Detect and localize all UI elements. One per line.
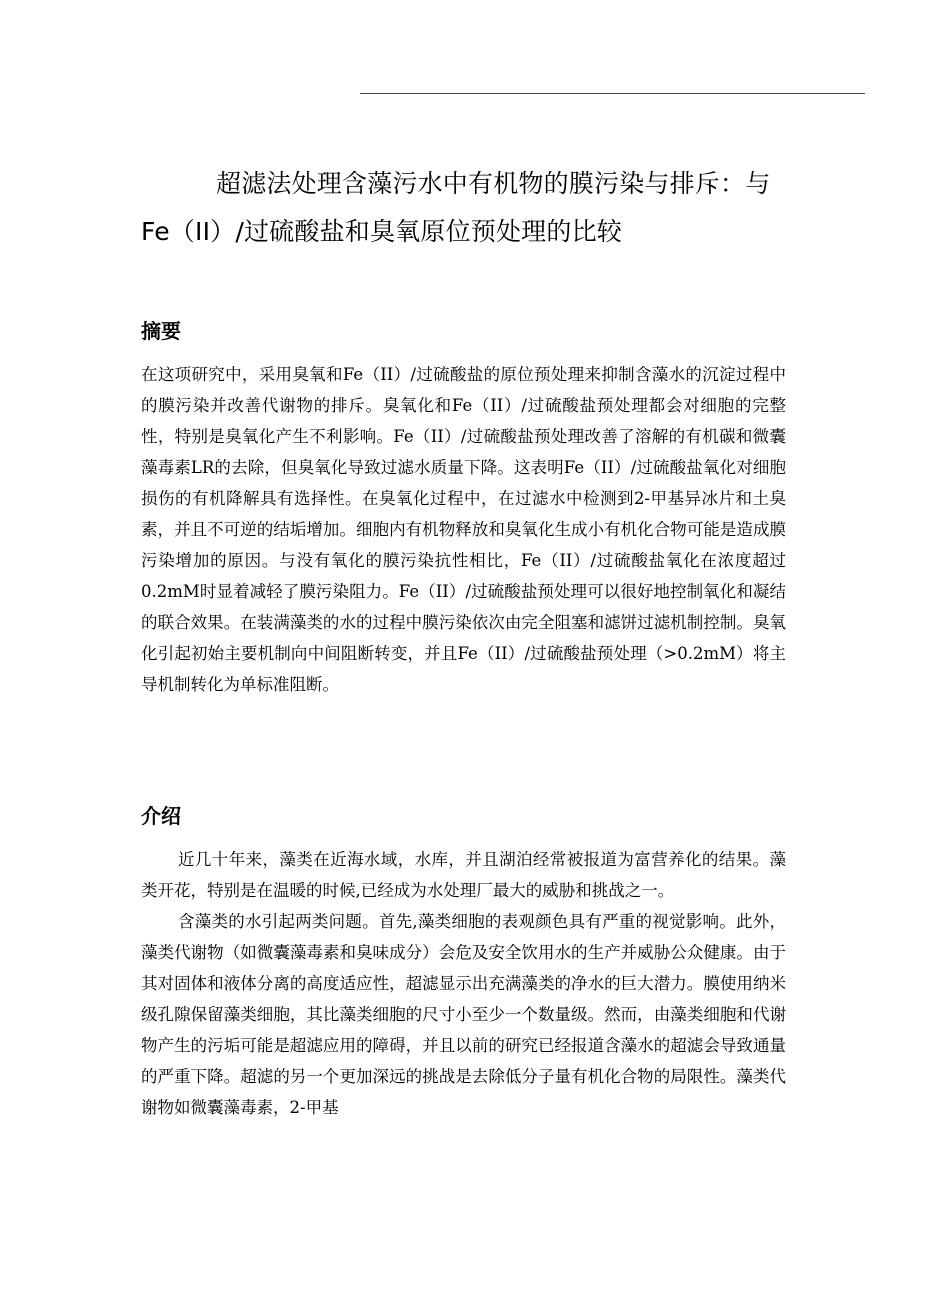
header-rule: [360, 93, 865, 94]
introduction-paragraph-2: 含藻类的水引起两类问题。首先,藻类细胞的表观颜色具有严重的视觉影响。此外，藻类代谢物（如微囊藻毒素和臭味成分）会危及安全饮用水的生产并威胁公众健康。由于其对固体和液体分离的高度适应性，超滤显示出充满藻类的净水的巨大潜力。膜使用纳米级孔隙保留藻类细胞，其比藻类细胞的尺寸小至少一个数量级。然而，由藻类细胞和代谢物产生的污垢可能是超滤应用的障碍，并且以前的研究已经报道含藻水的超滤会导致通量的严重下降。超滤的另一个更加深远的挑战是去除低分子量有机化合物的局限性。藻类代谢物如微囊藻毒素，2-甲基: [141, 912, 786, 1117]
introduction-heading: 介绍: [141, 804, 181, 828]
abstract-heading: 摘要: [141, 319, 181, 343]
abstract-paragraph: 在这项研究中，采用臭氧和Fe（II）/过硫酸盐的原位预处理来抑制含藻水的沉淀过程中的膜污染并改善代谢物的排斥。臭氧化和Fe（II）/过硫酸盐预处理都会对细胞的完整性，特别是臭氧化产生不利影响。Fe（II）/过硫酸盐预处理改善了溶解的有机碳和微囊藻毒素LR的去除，但臭氧化导致过滤水质量下降。这表明Fe（II）/过硫酸盐氧化对细胞损伤的有机降解具有选择性。在臭氧化过程中，在过滤水中检测到2-甲基异冰片和土臭素，并且不可逆的结垢增加。细胞内有机物释放和臭氧化生成小有机化合物可能是造成膜污染增加的原因。与没有氧化的膜污染抗性相比，Fe（II）/过硫酸盐氧化在浓度超过0.2mM时显着减轻了膜污染阻力。Fe（II）/过硫酸盐预处理可以很好地控制氧化和凝结的联合效果。在装满藻类的水的过程中膜污染依次由完全阻塞和滤饼过滤机制控制。臭氧化引起初始主要机制向中间阻断转变，并且Fe（II）/过硫酸盐预处理（>0.2mM）将主导机制转化为单标准阻断。: [141, 365, 786, 694]
introduction-paragraph-1: 近几十年来，藻类在近海水域，水库，并且湖泊经常被报道为富营养化的结果。藻类开花，特别是在温暖的时候,已经成为水处理厂最大的威胁和挑战之一。: [141, 850, 786, 900]
document-title: 超滤法处理含藻污水中有机物的膜污染与排斥：与Fe（II）/过硫酸盐和臭氧原位预处理的比较: [141, 169, 771, 246]
